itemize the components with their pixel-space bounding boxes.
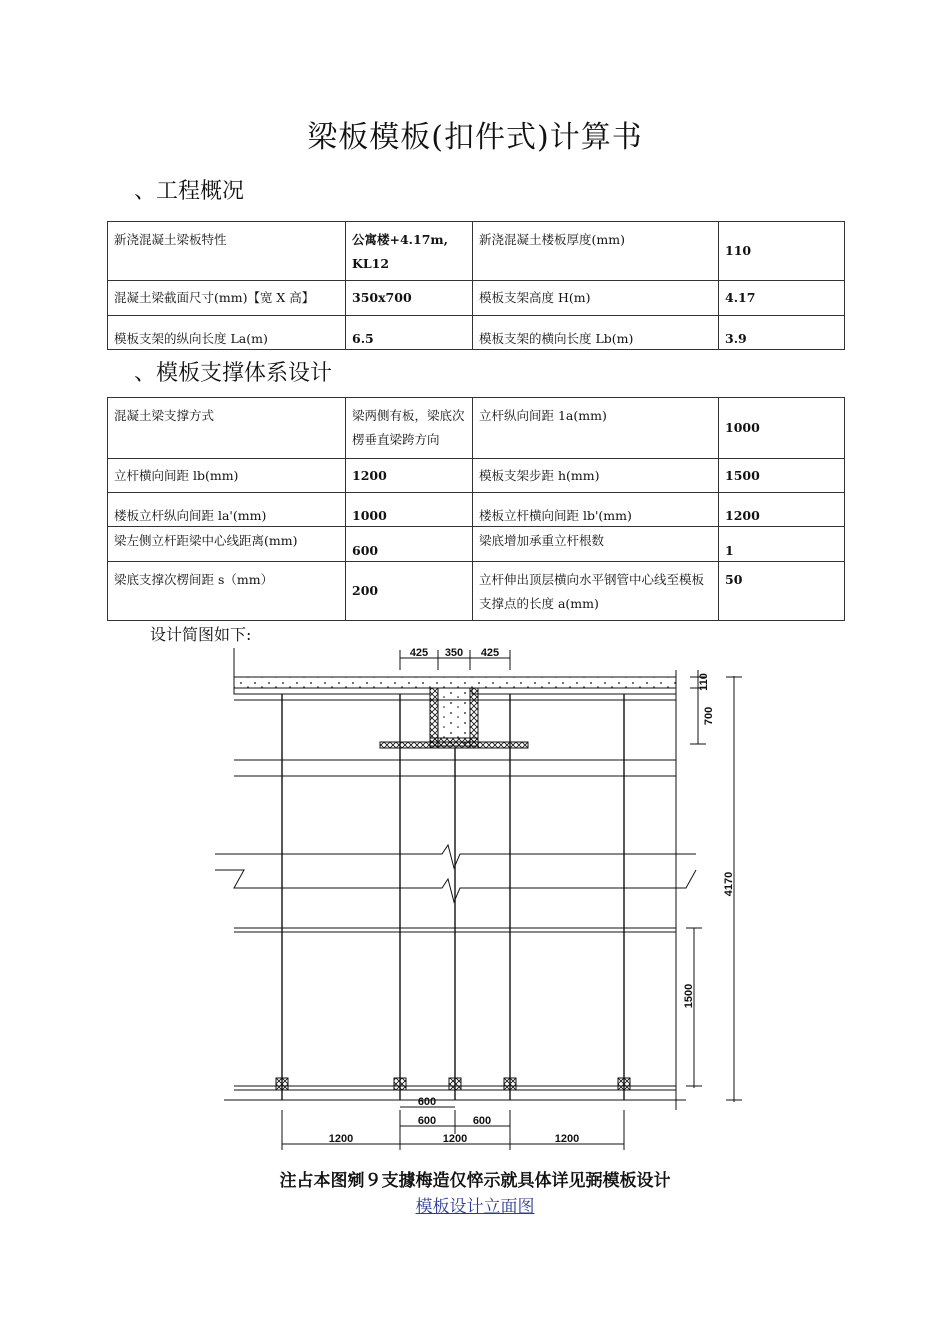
pole-bases: [276, 1078, 630, 1090]
dim-label: 600: [472, 1115, 492, 1127]
table-cell: 600: [346, 527, 473, 562]
table-cell: 200: [346, 562, 473, 621]
table-cell: 混凝土梁截面尺寸(mm)【宽 X 高】: [108, 281, 346, 316]
table-row: [108, 316, 845, 350]
table-row: [108, 222, 845, 281]
drawing-intro-text: 设计简图如下:: [150, 625, 252, 644]
dim-label: 1200: [328, 1133, 354, 1145]
table-cell: 新浇混凝土楼板厚度(mm): [473, 222, 719, 281]
dim-label: 425: [480, 647, 500, 659]
dim-label: 600: [417, 1096, 437, 1108]
table-cell: 110: [719, 222, 845, 281]
table-cell: 梁底支撑次楞间距 s（mm）: [108, 562, 346, 621]
dim-label: 700: [703, 706, 715, 726]
table-cell: 6.5: [346, 316, 473, 350]
table-cell: 50: [719, 562, 845, 621]
table-cell: 梁左侧立杆距梁中心线距离(mm): [108, 527, 346, 562]
dim-label: 1500: [683, 983, 695, 1009]
section-heading-project-overview: 、工程概况: [134, 179, 245, 204]
table-cell: 楼板立杆纵向间距 la'(mm): [108, 493, 346, 527]
dim-label: 1200: [442, 1133, 468, 1145]
dim-label: 110: [698, 673, 710, 691]
document-title: 梁板模板(扣件式)计算书: [307, 120, 643, 155]
table-cell: 1000: [346, 493, 473, 527]
concrete-beam: [438, 688, 470, 746]
table-cell: 模板支架的横向长度 Lb(m): [473, 316, 719, 350]
dim-label: 4170: [723, 871, 735, 897]
table-cell: 4.17: [719, 281, 845, 316]
table-row: [108, 398, 845, 459]
table-cell: 混凝土梁支撑方式: [108, 398, 346, 459]
slab-formwork-right: [472, 688, 676, 694]
table-cell: 新浇混凝土梁板特性: [108, 222, 346, 281]
table-cell: 350x700: [346, 281, 473, 316]
table-cell: 1500: [719, 459, 845, 493]
dim-label: 425: [409, 647, 429, 659]
table-cell: 模板支架高度 H(m): [473, 281, 719, 316]
table-cell: 1200: [346, 459, 473, 493]
table-cell: 立杆横向间距 lb(mm): [108, 459, 346, 493]
project-overview-table: [107, 221, 845, 350]
table-cell: 模板支架的纵向长度 La(m): [108, 316, 346, 350]
table-row: [108, 527, 845, 562]
table-cell: 1200: [719, 493, 845, 527]
dim-label: 600: [417, 1115, 437, 1127]
table-cell: 1: [719, 527, 845, 562]
table-cell: 梁两侧有板，梁底次楞垂直梁跨方向: [346, 398, 473, 459]
table-row: [108, 493, 845, 527]
drawing-note: 注占本图剜９支據梅造仅悴示就具体详见弼模板设计: [279, 1171, 671, 1191]
slab-formwork-left: [234, 688, 430, 694]
support-design-table: [107, 397, 845, 621]
table-row: [108, 281, 845, 316]
table-cell: 立杆伸出顶层横向水平钢管中心线至模板支撑点的长度 a(mm): [473, 562, 719, 621]
table-cell: 楼板立杆横向间距 lb'(mm): [473, 493, 719, 527]
section-heading-support-design: 、模板支撑体系设计: [134, 361, 333, 386]
table-row: [108, 459, 845, 493]
table-cell: 立杆纵向间距 1a(mm): [473, 398, 719, 459]
drawing-caption-link[interactable]: 模板设计立面图: [415, 1197, 535, 1217]
table-cell: 模板支架步距 h(mm): [473, 459, 719, 493]
table-cell: 梁底增加承重立杆根数: [473, 527, 719, 562]
beam-bottom-joists: [380, 742, 528, 748]
dim-label: 350: [444, 647, 464, 659]
dim-label: 1200: [554, 1133, 580, 1145]
table-cell: 1000: [719, 398, 845, 459]
table-row: [108, 562, 845, 621]
table-cell: 公寓楼+4.17m, KL12: [346, 222, 473, 281]
table-cell: 3.9: [719, 316, 845, 350]
floor-slab: [234, 677, 676, 688]
formwork-elevation-drawing: [210, 640, 750, 1155]
